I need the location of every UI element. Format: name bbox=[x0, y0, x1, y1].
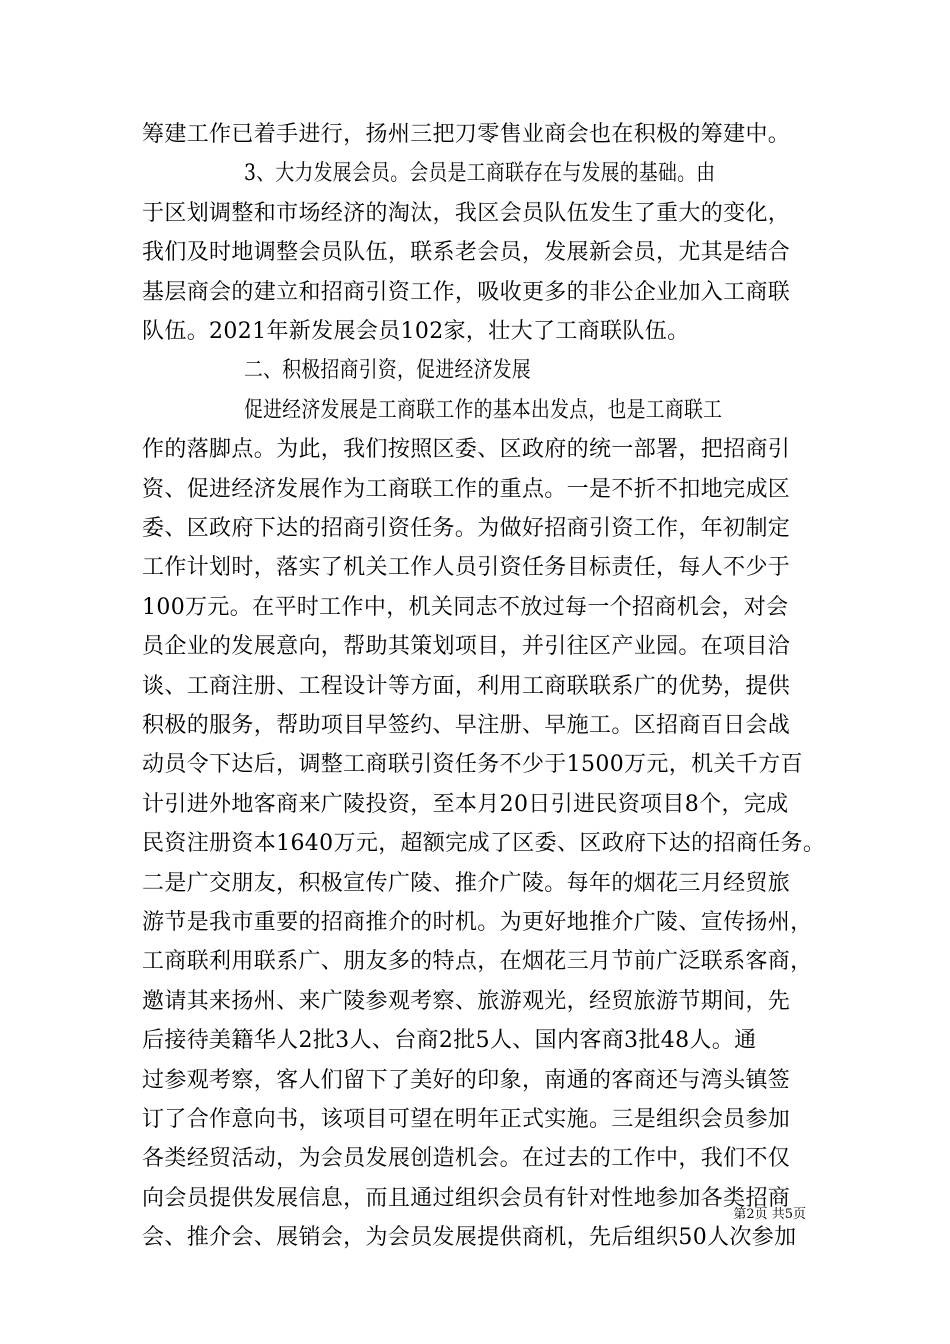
text-line: 积极的服务，帮助项目早签约、早注册、早施工。区招商百日会战 bbox=[142, 713, 791, 738]
page-number-footer: 第2页 共5页 bbox=[733, 1207, 806, 1222]
text-line: 邀请其来扬州、来广陵参观考察、旅游观光，经贸旅游节期间，先 bbox=[142, 989, 791, 1014]
text-line: 筹建工作已着手进行，扬州三把刀零售业商会也在积极的筹建中。 bbox=[142, 122, 791, 147]
text-line: 民资注册资本1640万元，超额完成了区委、区政府下达的招商任务。 bbox=[142, 831, 826, 856]
text-line: 委、区政府下达的招商引资任务。为做好招商引资工作，年初制定 bbox=[142, 516, 791, 541]
text-line: 作的落脚点。为此，我们按照区委、区政府的统一部署，把招商引 bbox=[142, 437, 791, 462]
text-line: 计引进外地客商来广陵投资，至本月20日引进民资项目8个，完成 bbox=[142, 792, 789, 817]
text-line: 过参观考察，客人们留下了美好的印象，南通的客商还与湾头镇签 bbox=[142, 1068, 791, 1093]
text-line: 游节是我市重要的招商推介的时机。为更好地推介广陵、宣传扬州， bbox=[142, 910, 813, 935]
text-line: 谈、工商注册、工程设计等方面，利用工商联联系广的优势，提供 bbox=[142, 674, 791, 699]
text-line: 于区划调整和市场经济的淘汰，我区会员队伍发生了重大的变化， bbox=[142, 201, 791, 226]
text-line: 基层商会的建立和招商引资工作，吸收更多的非公企业加入工商联 bbox=[142, 280, 791, 305]
text-line: 会、推介会、展销会，为会员发展提供商机，先后组织50人次参加 bbox=[142, 1225, 797, 1250]
text-line: 工作计划时，落实了机关工作人员引资任务目标责任，每人不少于 bbox=[142, 555, 791, 580]
text-line: 队伍。2021年新发展会员102家，壮大了工商联队伍。 bbox=[142, 319, 690, 344]
section-heading: 二、积极招商引资，促进经济发展 bbox=[244, 358, 531, 383]
text-line: 我们及时地调整会员队伍，联系老会员，发展新会员，尤其是结合 bbox=[142, 240, 791, 265]
text-line: 各类经贸活动，为会员发展创造机会。在过去的工作中，我们不仅 bbox=[142, 1146, 791, 1171]
text-line: 向会员提供发展信息，而且通过组织会员有针对性地参加各类招商 bbox=[142, 1186, 791, 1211]
text-line: 员企业的发展意向，帮助其策划项目，并引往区产业园。在项目洽 bbox=[142, 634, 791, 659]
text-line: 后接待美籍华人2批3人、台商2批5人、国内客商3批48人。通 bbox=[142, 1028, 757, 1053]
text-line: 100万元。在平时工作中，机关同志不放过每一个招商机会，对会 bbox=[142, 595, 789, 620]
text-line: 资、促进经济发展作为工商联工作的重点。一是不折不扣地完成区 bbox=[142, 477, 791, 502]
text-line: 二是广交朋友，积极宣传广陵、推介广陵。每年的烟花三月经贸旅 bbox=[142, 871, 791, 896]
text-line: 促进经济发展是工商联工作的基本出发点，也是工商联工 bbox=[244, 398, 723, 423]
text-line: 动员令下达后，调整工商联引资任务不少于1500万元，机关千方百 bbox=[142, 752, 803, 777]
text-line: 3、大力发展会员。会员是工商联存在与发展的基础。由 bbox=[244, 161, 716, 186]
text-line: 工商联利用联系广、朋友多的特点，在烟花三月节前广泛联系客商， bbox=[142, 949, 813, 974]
text-line: 订了合作意向书，该项目可望在明年正式实施。三是组织会员参加 bbox=[142, 1107, 791, 1132]
